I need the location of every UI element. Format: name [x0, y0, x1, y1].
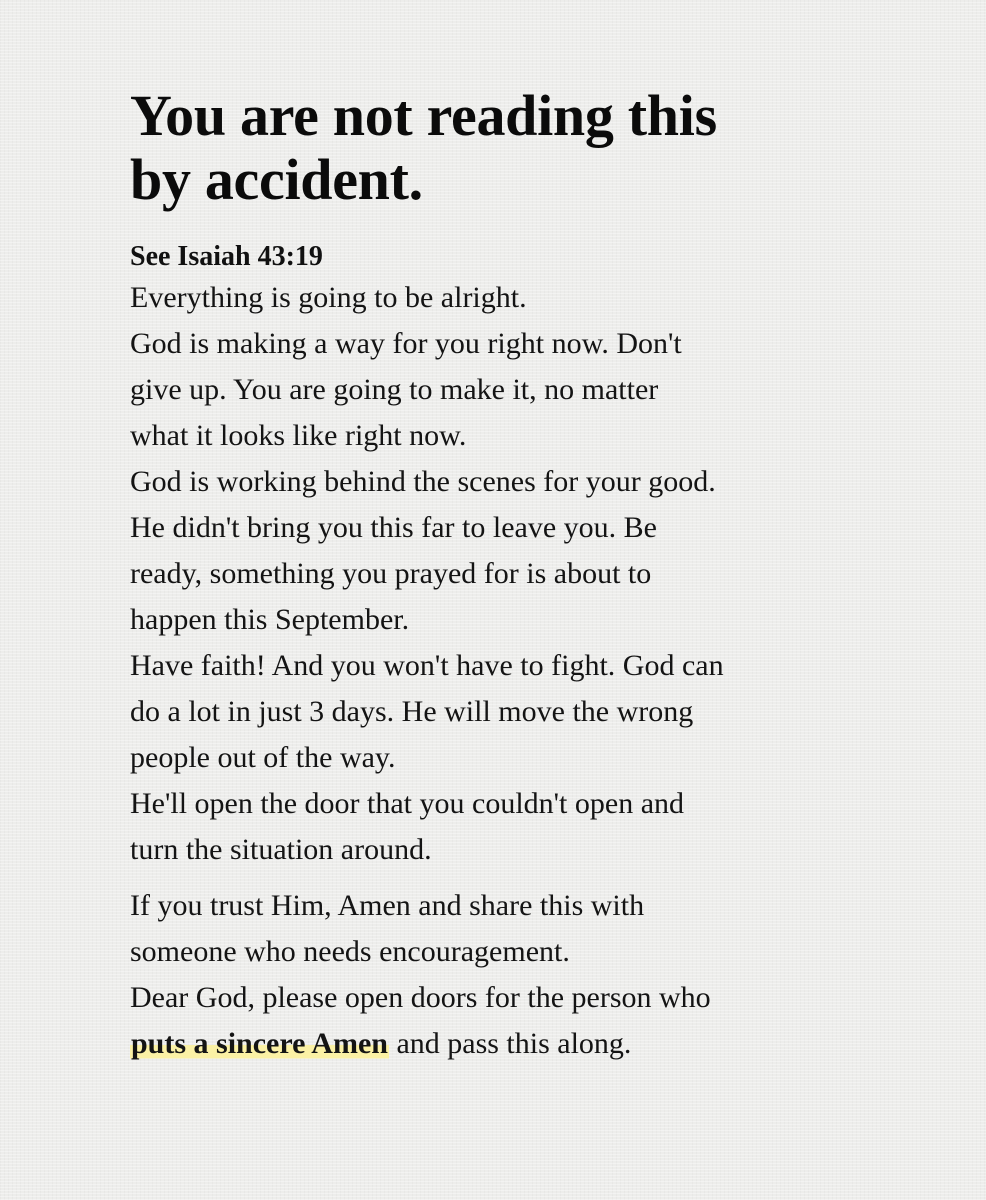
message-line: God is working behind the scenes for your good. [130, 465, 716, 498]
message-line: He didn't bring you this far to leave you. Be [130, 511, 657, 544]
message-line: Everything is going to be alright. [130, 281, 527, 314]
closing-line: Dear God, please open doors for the person who [130, 981, 711, 1014]
message-line: turn the situation around. [130, 833, 432, 866]
message-line: He'll open the door that you couldn't open and [130, 787, 685, 820]
headline [130, 84, 870, 212]
message-paragraph [130, 275, 870, 873]
scripture-reference: See Isaiah 43:19 [130, 241, 323, 272]
message-line: happen this September. [130, 603, 410, 636]
message-line: do a lot in just 3 days. He will move the wrong [130, 695, 694, 728]
message-line: ready, something you prayed for is about to [130, 557, 652, 590]
post-card [130, 84, 870, 1067]
highlighted-phrase: puts a sincere Amen [131, 1027, 388, 1060]
final-line-rest: and pass this along. [388, 1027, 632, 1060]
closing-line: someone who needs encouragement. [130, 935, 570, 968]
final-line [130, 1021, 870, 1067]
message-line: people out of the way. [130, 741, 396, 774]
closing-paragraph [130, 883, 870, 1067]
headline-line-2: by accident. [130, 147, 423, 212]
message-line: God is making a way for you right now. Don't [130, 327, 682, 360]
message-line: what it looks like right now. [130, 419, 467, 452]
closing-line: If you trust Him, Amen and share this with [130, 889, 645, 922]
headline-line-1: You are not reading this [130, 83, 717, 148]
message-line: Have faith! And you won't have to fight. God can [130, 649, 724, 682]
message-line: give up. You are going to make it, no matter [130, 373, 659, 406]
